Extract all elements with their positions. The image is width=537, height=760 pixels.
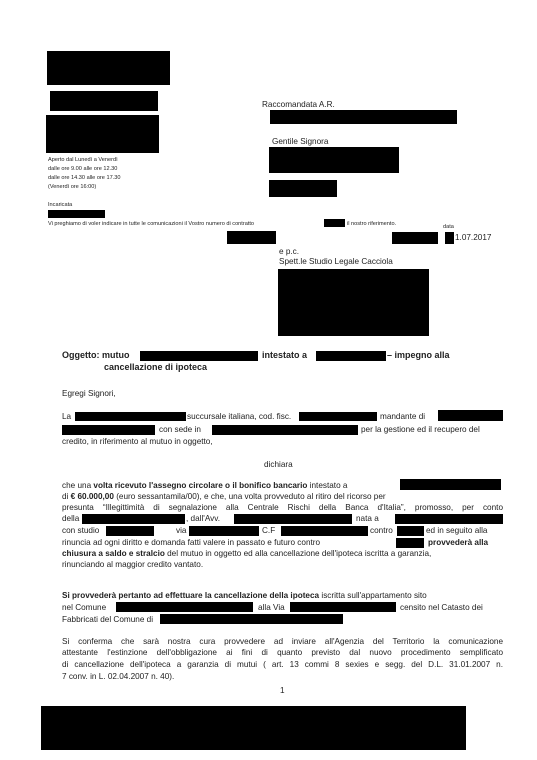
p3-text-bold: Si provvederà pertanto ad effettuare la cancellazione della ipoteca — [62, 591, 320, 600]
redacted-property-street — [290, 602, 396, 612]
redacted-company — [75, 412, 186, 421]
p4-text: attestante l'estinzione dell'obbligazione ai fini di quanto previsto dal nuovo procedimento semplificato — [62, 648, 503, 657]
reference-note-end: il nostro riferimento. — [347, 221, 397, 227]
office-hours-line: Aperto dal Lunedì a Venerdì — [48, 157, 118, 163]
p2-text-bold: chiusura a saldo e stralcio — [62, 549, 165, 558]
p2-text: , dall'Avv. — [186, 514, 221, 523]
p2-text: rinunciando al maggior credito vantato. — [62, 560, 204, 569]
subject-line2: cancellazione di ipoteca — [104, 362, 208, 372]
p3-text: nel Comune — [62, 603, 107, 612]
p1-text: mandante di — [380, 412, 426, 421]
p2-text: intestato a — [307, 481, 348, 490]
p2-text: con studio — [62, 526, 100, 535]
subject-label: Oggetto: mutuo — [62, 350, 130, 360]
redacted-contract-number — [324, 219, 345, 227]
declares: dichiara — [264, 460, 293, 469]
p2-text: C.F — [262, 526, 276, 535]
p3-text: censito nel Catasto dei — [400, 603, 483, 612]
p2-text-bold: volta ricevuto l'assegno circolare o il bonifico bancario — [93, 481, 308, 490]
p4-text: 7 conv. in L. 02.04.2007 n. 40). — [62, 672, 175, 681]
p3-text: iscritta sull'appartamento sito — [319, 591, 427, 600]
redacted-place — [227, 231, 276, 244]
redacted-logo — [47, 51, 170, 85]
p2-text: rinuncia ad ogni diritto e domanda fatti valere in passato e futuro contro — [62, 538, 321, 547]
redacted-hq-address — [212, 425, 358, 435]
p2-text: nata a — [356, 514, 379, 523]
p2-text: della — [62, 514, 80, 523]
p2-text: via — [176, 526, 187, 535]
redacted-counterparty-2 — [396, 538, 424, 548]
redacted-sender-name — [50, 91, 158, 111]
redacted-recipient-city — [269, 180, 337, 197]
amount: € 60.000,00 — [70, 492, 114, 501]
incaricata-label: Incaricata — [48, 202, 73, 208]
redacted-tax-code — [299, 412, 377, 421]
p4-text: Si conferma che sarà nostra cura provvedere ad inviare all'Agenzia del Territorio la comunicazione — [62, 637, 503, 646]
p1-text: La — [62, 412, 72, 421]
redacted-payee — [400, 479, 501, 490]
p2-text: ed in seguito alla — [426, 526, 488, 535]
p1-text: per la gestione ed il recupero del — [361, 425, 480, 434]
greeting: Egregi Signori, — [62, 389, 116, 398]
page-number: 1 — [280, 686, 285, 695]
redacted-cc-address — [278, 269, 429, 336]
p3-text: Fabbricati del Comune di — [62, 615, 154, 624]
redacted-recipient-name — [269, 147, 399, 173]
p2-text: del mutuo in oggetto ed alla cancellazione dell'ipoteca iscritta a garanzia, — [164, 549, 432, 558]
p2-text: presunta “Illegittimità di segnalazione alla Centrale Rischi della Banca d'Italia”, promosso, per conto — [62, 503, 503, 512]
p4-text: di cancellazione dell'ipoteca a garanzia di mutui ( art. 13 commi 8 sexies e segg. del D.L. 31.01.2007 n. — [62, 660, 503, 669]
office-hours-line: (Venerdì ore 16:00) — [48, 184, 97, 190]
redacted-principal — [438, 410, 503, 421]
cc-recipient: Spett.le Studio Legale Cacciola — [279, 257, 393, 266]
redacted-client-name — [82, 514, 185, 524]
redacted-date-part — [392, 232, 438, 244]
p3-text: alla Via — [258, 603, 285, 612]
subject-end: – impegno alla — [387, 350, 450, 360]
p2-text-bold: provvederà alla — [428, 538, 489, 547]
redacted-property-town — [116, 602, 253, 612]
p2-text: che una — [62, 481, 94, 490]
delivery-method: Raccomandata A.R. — [262, 100, 335, 109]
cc-label: e p.c. — [279, 247, 300, 256]
date-label: data — [443, 224, 454, 230]
p1-text: credito, in riferimento al mutuo in oggetto, — [62, 437, 213, 446]
p2-text: contro — [370, 526, 393, 535]
recipient-salutation: Gentile Signora — [272, 137, 329, 146]
redacted-recipient-top — [270, 110, 457, 124]
office-hours-line: dalle ore 9.00 alle ore 12.30 — [48, 166, 118, 172]
redacted-studio-street — [189, 526, 259, 536]
redacted-fiscal-code — [281, 526, 368, 536]
p2-text: (euro sessantamila/00), e che, una volta provveduto al ritiro del ricorso per — [113, 492, 386, 501]
office-hours-line: dalle ore 14.30 alle ore 17.30 — [48, 175, 121, 181]
p2-text: di — [62, 492, 71, 501]
redacted-counterparty — [397, 526, 424, 536]
p1-text: con sede in — [159, 425, 201, 434]
redacted-footer — [41, 706, 466, 750]
redacted-loan-number — [140, 351, 258, 361]
redacted-date-day — [445, 232, 454, 244]
reference-note: Vi preghiamo di voler indicare in tutte le comunicazioni il Vostro numero di contratto — [48, 221, 255, 227]
redacted-lawyer — [234, 514, 352, 524]
p1-text: succursale italiana, cod. fisc. — [187, 412, 292, 421]
redacted-borrower — [316, 351, 386, 361]
redacted-principal-2 — [62, 425, 155, 435]
letter-date: 1.07.2017 — [455, 233, 492, 242]
redacted-land-registry — [160, 614, 343, 624]
redacted-sender-address — [46, 115, 159, 153]
redacted-studio-city — [106, 526, 154, 536]
redacted-birthplace — [395, 514, 503, 524]
redacted-incaricata-name — [48, 210, 105, 218]
subject-middle: intestato a — [262, 350, 308, 360]
